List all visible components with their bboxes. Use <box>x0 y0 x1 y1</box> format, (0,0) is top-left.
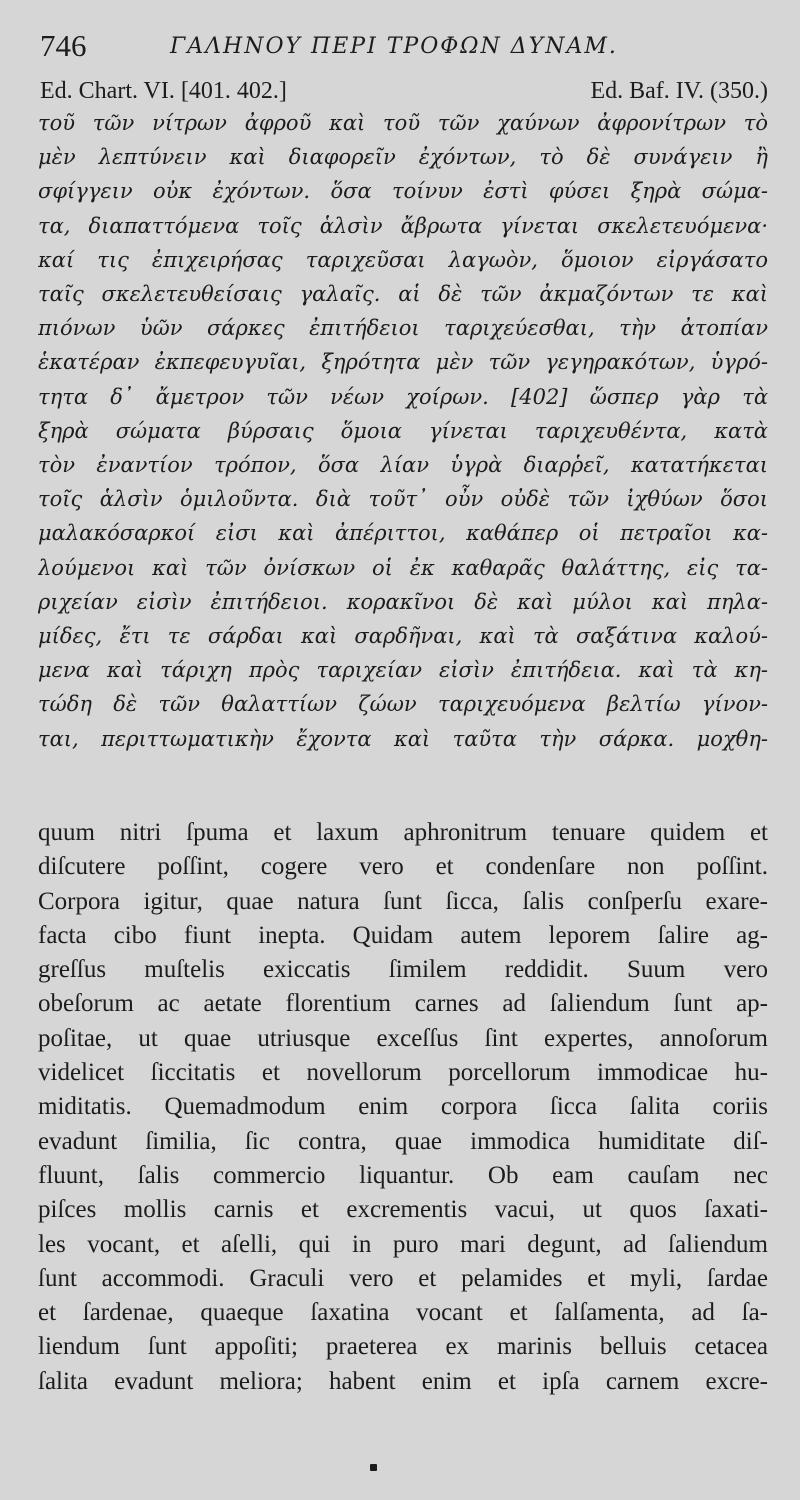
latin-text-line: obeſorum ac aetate florentium carnes ad ſaliendum ſunt ap- <box>38 990 768 1018</box>
latin-text-line: ſunt accommodi. Graculi vero et pelamides et myli, ſardae <box>38 1264 768 1292</box>
latin-text-line: quum nitri ſpuma et laxum aphronitrum tenuare quidem et <box>38 819 768 846</box>
edition-reference-right: Ed. Baf. IV. (350.) <box>590 78 768 104</box>
greek-text-line: ταῖς σκελετευθείσαις γαλαῖς. αἱ δὲ τῶν ἀκμαζόντων τε καὶ <box>38 282 768 307</box>
latin-text-block <box>38 816 768 1399</box>
latin-text-line: evadunt ſimilia, ſic contra, quae immodica humiditate diſ- <box>38 1127 768 1155</box>
greek-text-line: μὲν λεπτύνειν καὶ διαφορεῖν ἐχόντων, τὸ δὲ συνάγειν ἢ <box>38 145 768 170</box>
latin-text-line: et ſardenae, quaeque ſaxatina vocant et ſalſamenta, ad ſa- <box>38 1299 768 1327</box>
greek-text-line: τα, διαπαττόμενα τοῖς ἁλσὶν ἄβρωτα γίνεται σκελετευόμενα· <box>38 213 768 238</box>
greek-text-block <box>38 106 768 756</box>
greek-text-line: τώδη δὲ τῶν θαλαττίων ζώων ταριχευόμενα βελτίω γίνον- <box>38 692 768 717</box>
greek-text-line: ἑκατέραν ἐκπεφευγυῖαι, ξηρότητα μὲν τῶν γεγηρακότων, ὑγρό- <box>38 350 768 375</box>
latin-text-line: piſces mollis carnis et excrementis vacui, ut quos ſaxati- <box>38 1196 768 1224</box>
latin-text-line: greſſus muſtelis exiccatis ſimilem reddidit. Suum vero <box>38 956 768 984</box>
greek-text-line: καί τις ἐπιχειρήσας ταριχεῦσαι λαγωὸν, ὅμοιον εἰργάσατο <box>38 247 768 272</box>
greek-text-line: μίδες, ἔτι τε σάρδαι καὶ σαρδῆναι, καὶ τὰ σαξάτινα καλού- <box>38 624 768 649</box>
running-title: ΓΑΛΗΝΟΥ ΠΕΡΙ ΤΡΟΦΩΝ ΔΥΝΑΜ. <box>170 34 618 59</box>
edition-reference-left: Ed. Chart. VI. [401. 402.] <box>40 78 287 104</box>
page-number: 746 <box>40 28 87 63</box>
greek-text-line: λούμενοι καὶ τῶν ὀνίσκων οἱ ἐκ καθαρᾶς θαλάττης, εἰς τα- <box>38 555 768 580</box>
greek-text-line: μαλακόσαρκοί εἰσι καὶ ἀπέριττοι, καθάπερ οἱ πετραῖοι κα- <box>38 521 768 546</box>
greek-text-line: πιόνων ὑῶν σάρκες ἐπιτήδειοι ταριχεύεσθαι, τὴν ἀτοπίαν <box>38 316 768 341</box>
latin-text-line: liendum ſunt appoſiti; praeterea ex marinis belluis cetacea <box>38 1333 768 1361</box>
greek-text-line: μενα καὶ τάριχη πρὸς ταριχείαν εἰσὶν ἐπιτήδεια. καὶ τὰ κη- <box>38 658 768 683</box>
greek-text-line: τητα δ᾽ ἄμετρον τῶν νέων χοίρων. [402] ὥσπερ γὰρ τὰ <box>38 384 768 409</box>
latin-text-line: les vocant, et aſelli, qui in puro mari degunt, ad ſaliendum <box>38 1230 768 1258</box>
greek-text-line: ται, περιττωματικὴν ἔχοντα καὶ ταῦτα τὴν σάρκα. μοχθη- <box>38 726 768 751</box>
greek-text-line: τοῦ τῶν νίτρων ἀφροῦ καὶ τοῦ τῶν χαύνων ἀφρονίτρων τὸ <box>38 111 768 135</box>
greek-text-line: ξηρὰ σώματα βύρσαις ὅμοια γίνεται ταριχευθέντα, κατὰ <box>38 418 768 443</box>
latin-text-line: poſitae, ut quae utriusque exceſſus ſint expertes, annoſorum <box>38 1024 768 1052</box>
signature-mark <box>370 1464 377 1471</box>
greek-text-line: σφίγγειν οὐκ ἐχόντων. ὅσα τοίνυν ἐστὶ φύσει ξηρὰ σώμα- <box>38 179 768 204</box>
latin-text-line: fluunt, ſalis commercio liquantur. Ob eam cauſam nec <box>38 1161 768 1189</box>
edition-reference-line <box>40 76 768 108</box>
greek-text-line: τὸν ἐναντίον τρόπον, ὅσα λίαν ὑγρὰ διαρῥεῖ, κατατήκεται <box>38 453 768 478</box>
greek-text-line: ριχείαν εἰσὶν ἐπιτήδειοι. κορακῖνοι δὲ καὶ μύλοι καὶ πηλα- <box>38 589 768 614</box>
latin-text-line: miditatis. Quemadmodum enim corpora ſicca ſalita coriis <box>38 1093 768 1121</box>
latin-text-line: ſalita evadunt meliora; habent enim et ipſa carnem excre- <box>38 1367 768 1395</box>
latin-text-line: Corpora igitur, quae natura ſunt ſicca, ſalis conſperſu exare- <box>38 887 768 915</box>
greek-text-line: τοῖς ἁλσὶν ὁμιλοῦντα. διὰ τοῦτ᾽ οὖν οὐδὲ τῶν ἰχθύων ὅσοι <box>38 487 768 512</box>
page-header <box>40 28 780 68</box>
latin-text-line: facta cibo fiunt inepta. Quidam autem leporem ſalire ag- <box>38 921 768 949</box>
latin-text-line: diſcutere poſſint, cogere vero et condenſare non poſſint. <box>38 853 768 881</box>
latin-text-line: videlicet ſiccitatis et novellorum porcellorum immodicae hu- <box>38 1059 768 1087</box>
